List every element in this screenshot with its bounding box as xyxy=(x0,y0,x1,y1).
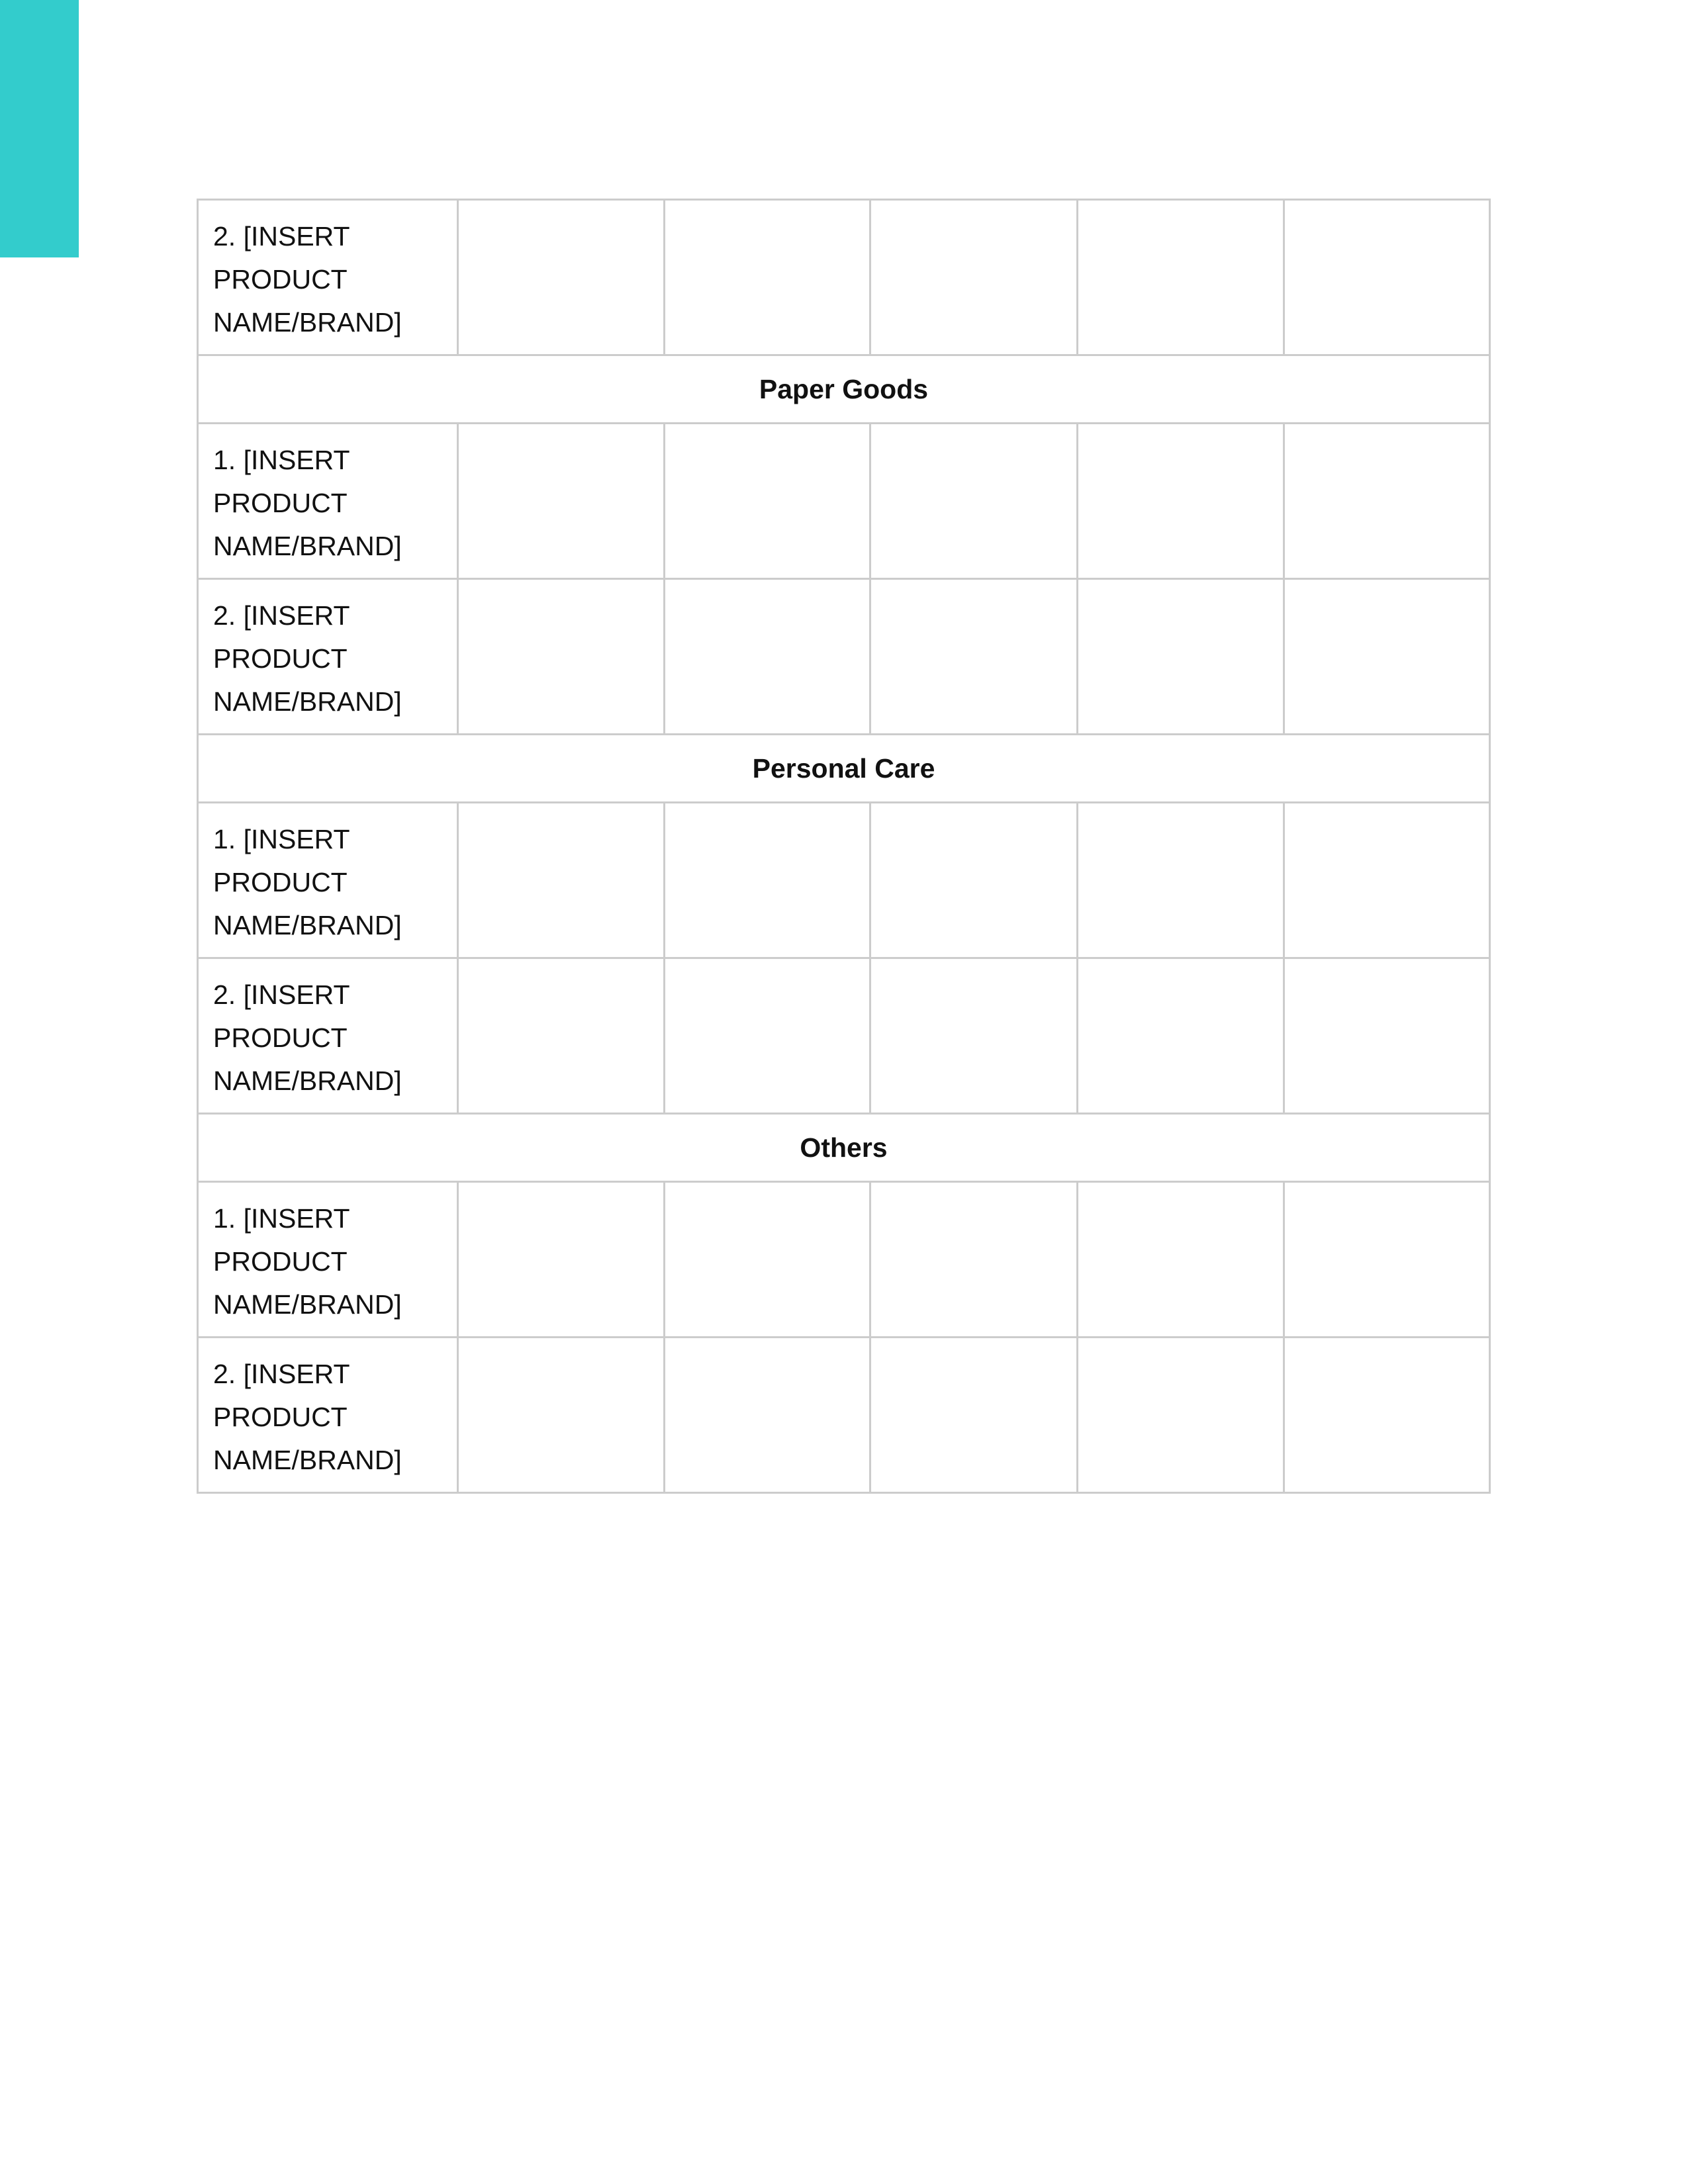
product-name-cell[interactable] xyxy=(198,579,458,735)
product-name-cell[interactable] xyxy=(198,200,458,355)
table-cell[interactable] xyxy=(665,803,870,958)
table-cell[interactable] xyxy=(870,200,1078,355)
table-cell[interactable] xyxy=(1077,1182,1284,1338)
product-name: 2. [INSERT PRODUCT NAME/BRAND] xyxy=(213,1359,402,1475)
section-heading: Paper Goods xyxy=(198,355,1490,424)
table-cell[interactable] xyxy=(457,579,665,735)
product-name: 1. [INSERT PRODUCT NAME/BRAND] xyxy=(213,445,402,561)
table-cell[interactable] xyxy=(457,200,665,355)
product-row xyxy=(198,579,1490,735)
table-cell[interactable] xyxy=(1077,424,1284,579)
table-cell[interactable] xyxy=(457,1182,665,1338)
product-row xyxy=(198,200,1490,355)
product-row xyxy=(198,1182,1490,1338)
product-row xyxy=(198,803,1490,958)
product-name-cell[interactable] xyxy=(198,1182,458,1338)
table-cell[interactable] xyxy=(665,1182,870,1338)
table-cell[interactable] xyxy=(870,1338,1078,1493)
section-row-others xyxy=(198,1114,1490,1182)
section-row-paper-goods xyxy=(198,355,1490,424)
table-cell[interactable] xyxy=(870,424,1078,579)
section-heading: Others xyxy=(198,1114,1490,1182)
product-name: 2. [INSERT PRODUCT NAME/BRAND] xyxy=(213,221,402,338)
table-cell[interactable] xyxy=(1284,1182,1490,1338)
table-cell[interactable] xyxy=(457,958,665,1114)
product-name: 1. [INSERT PRODUCT NAME/BRAND] xyxy=(213,824,402,940)
table-cell[interactable] xyxy=(457,424,665,579)
product-row xyxy=(198,1338,1490,1493)
table-cell[interactable] xyxy=(1284,200,1490,355)
table-cell[interactable] xyxy=(665,200,870,355)
table-cell[interactable] xyxy=(1077,200,1284,355)
inventory-table xyxy=(197,199,1491,1494)
table-cell[interactable] xyxy=(665,424,870,579)
table-cell[interactable] xyxy=(457,803,665,958)
table-cell[interactable] xyxy=(1284,958,1490,1114)
product-name-cell[interactable] xyxy=(198,803,458,958)
table-cell[interactable] xyxy=(1284,579,1490,735)
product-row xyxy=(198,958,1490,1114)
table-cell[interactable] xyxy=(1284,424,1490,579)
table-cell[interactable] xyxy=(870,958,1078,1114)
accent-tab xyxy=(0,0,79,257)
table-cell[interactable] xyxy=(870,803,1078,958)
table-cell[interactable] xyxy=(870,579,1078,735)
product-name: 2. [INSERT PRODUCT NAME/BRAND] xyxy=(213,979,402,1096)
product-name: 2. [INSERT PRODUCT NAME/BRAND] xyxy=(213,600,402,717)
section-row-personal-care xyxy=(198,735,1490,803)
table-cell[interactable] xyxy=(1077,1338,1284,1493)
table-cell[interactable] xyxy=(1077,958,1284,1114)
table-cell[interactable] xyxy=(665,1338,870,1493)
table-cell[interactable] xyxy=(1284,1338,1490,1493)
product-name-cell[interactable] xyxy=(198,424,458,579)
product-name-cell[interactable] xyxy=(198,1338,458,1493)
table-cell[interactable] xyxy=(1284,803,1490,958)
table-cell[interactable] xyxy=(665,579,870,735)
table-cell[interactable] xyxy=(1077,579,1284,735)
section-heading: Personal Care xyxy=(198,735,1490,803)
table-cell[interactable] xyxy=(665,958,870,1114)
product-name-cell[interactable] xyxy=(198,958,458,1114)
product-name: 1. [INSERT PRODUCT NAME/BRAND] xyxy=(213,1203,402,1320)
product-row xyxy=(198,424,1490,579)
table-cell[interactable] xyxy=(870,1182,1078,1338)
table-cell[interactable] xyxy=(1077,803,1284,958)
table-cell[interactable] xyxy=(457,1338,665,1493)
